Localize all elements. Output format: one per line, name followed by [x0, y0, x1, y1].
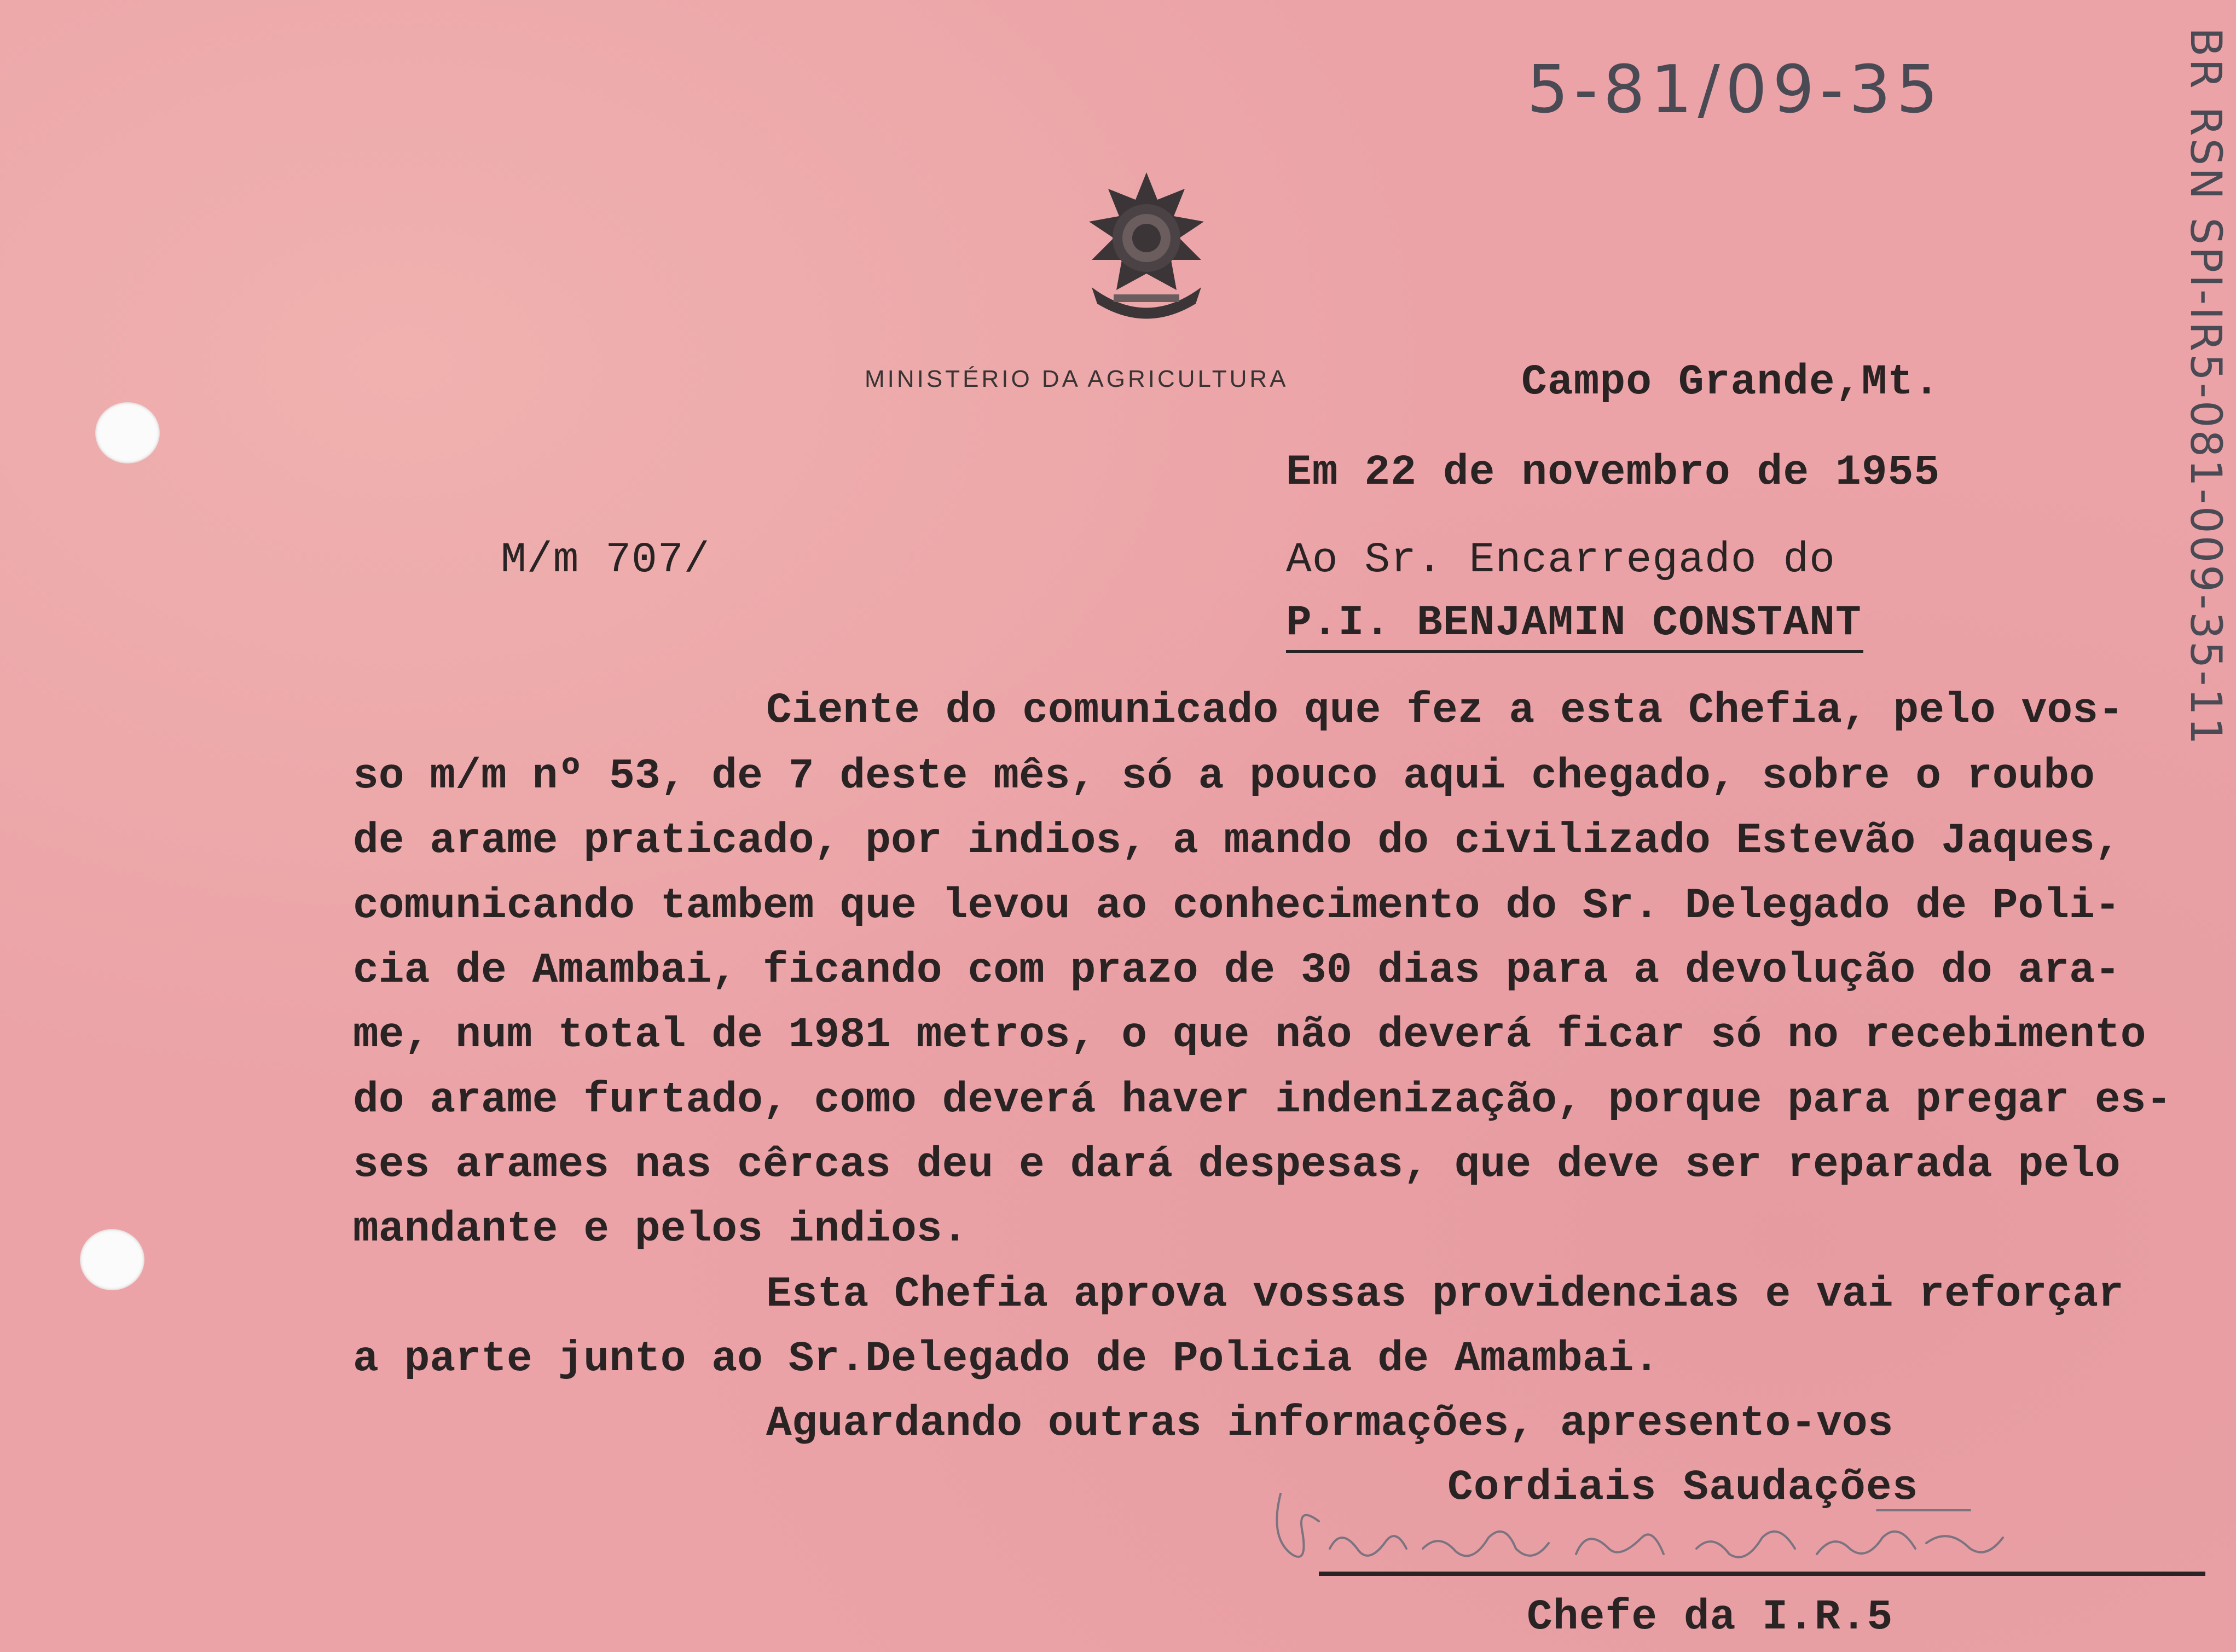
- body-line: Ciente do comunicado que fez a esta Chefia, pelo vos-: [766, 687, 2124, 735]
- side-archive-code: BR RSN SPI-IR5-081-009-35-11: [2181, 27, 2230, 747]
- memo-reference: M/m 707/: [501, 536, 710, 584]
- body-line: comunicando tambem que levou ao conhecimento do Sr. Delegado de Poli-: [353, 882, 2121, 930]
- body-line: Esta Chefia aprova vossas providencias e vai reforçar: [766, 1271, 2124, 1319]
- handwritten-signature: [1259, 1472, 2052, 1581]
- body-line: so m/m nº 53, de 7 deste mês, só a pouco aqui chegado, sobre o roubo: [353, 752, 2095, 801]
- body-line: a parte junto ao Sr.Delegado de Policia de Amambai.: [353, 1335, 1660, 1383]
- body-line: cia de Amambai, ficando com prazo de 30 dias para a devolução do ara-: [353, 947, 2121, 995]
- place-line: Campo Grande,Mt.: [1521, 358, 1940, 407]
- body-line: ses arames nas cêrcas deu e dará despesas, que deve ser reparada pelo: [353, 1141, 2121, 1189]
- signature-line: [1319, 1572, 2205, 1576]
- signatory-title: Chefe da I.R.5: [1527, 1593, 1893, 1642]
- body-line: me, num total de 1981 metros, o que não deverá ficar só no recebimento: [353, 1011, 2146, 1059]
- body-line: de arame praticado, por indios, a mando do civilizado Estevão Jaques,: [353, 817, 2121, 865]
- addressee-line-1: Ao Sr. Encarregado do: [1286, 536, 1835, 584]
- archive-number: 5-81/09-35: [1527, 52, 1944, 128]
- date-line: Em 22 de novembro de 1955: [1286, 449, 1940, 497]
- punch-hole-bottom: [80, 1229, 144, 1290]
- coat-of-arms-emblem: [1070, 170, 1223, 328]
- ministry-name: MINISTÉRIO DA AGRICULTURA: [865, 366, 1289, 392]
- body-line: mandante e pelos indios.: [353, 1205, 968, 1254]
- body-line: do arame furtado, como deverá haver indenização, porque para pregar es-: [353, 1076, 2172, 1124]
- body-line: Aguardando outras informações, apresento-vos: [766, 1400, 1893, 1448]
- addressee-underline: [1286, 650, 1863, 653]
- addressee-line-2: P.I. BENJAMIN CONSTANT: [1286, 599, 1862, 647]
- closing-salutation: Cordiais Saudações: [1447, 1464, 1919, 1512]
- punch-hole-top: [95, 402, 160, 463]
